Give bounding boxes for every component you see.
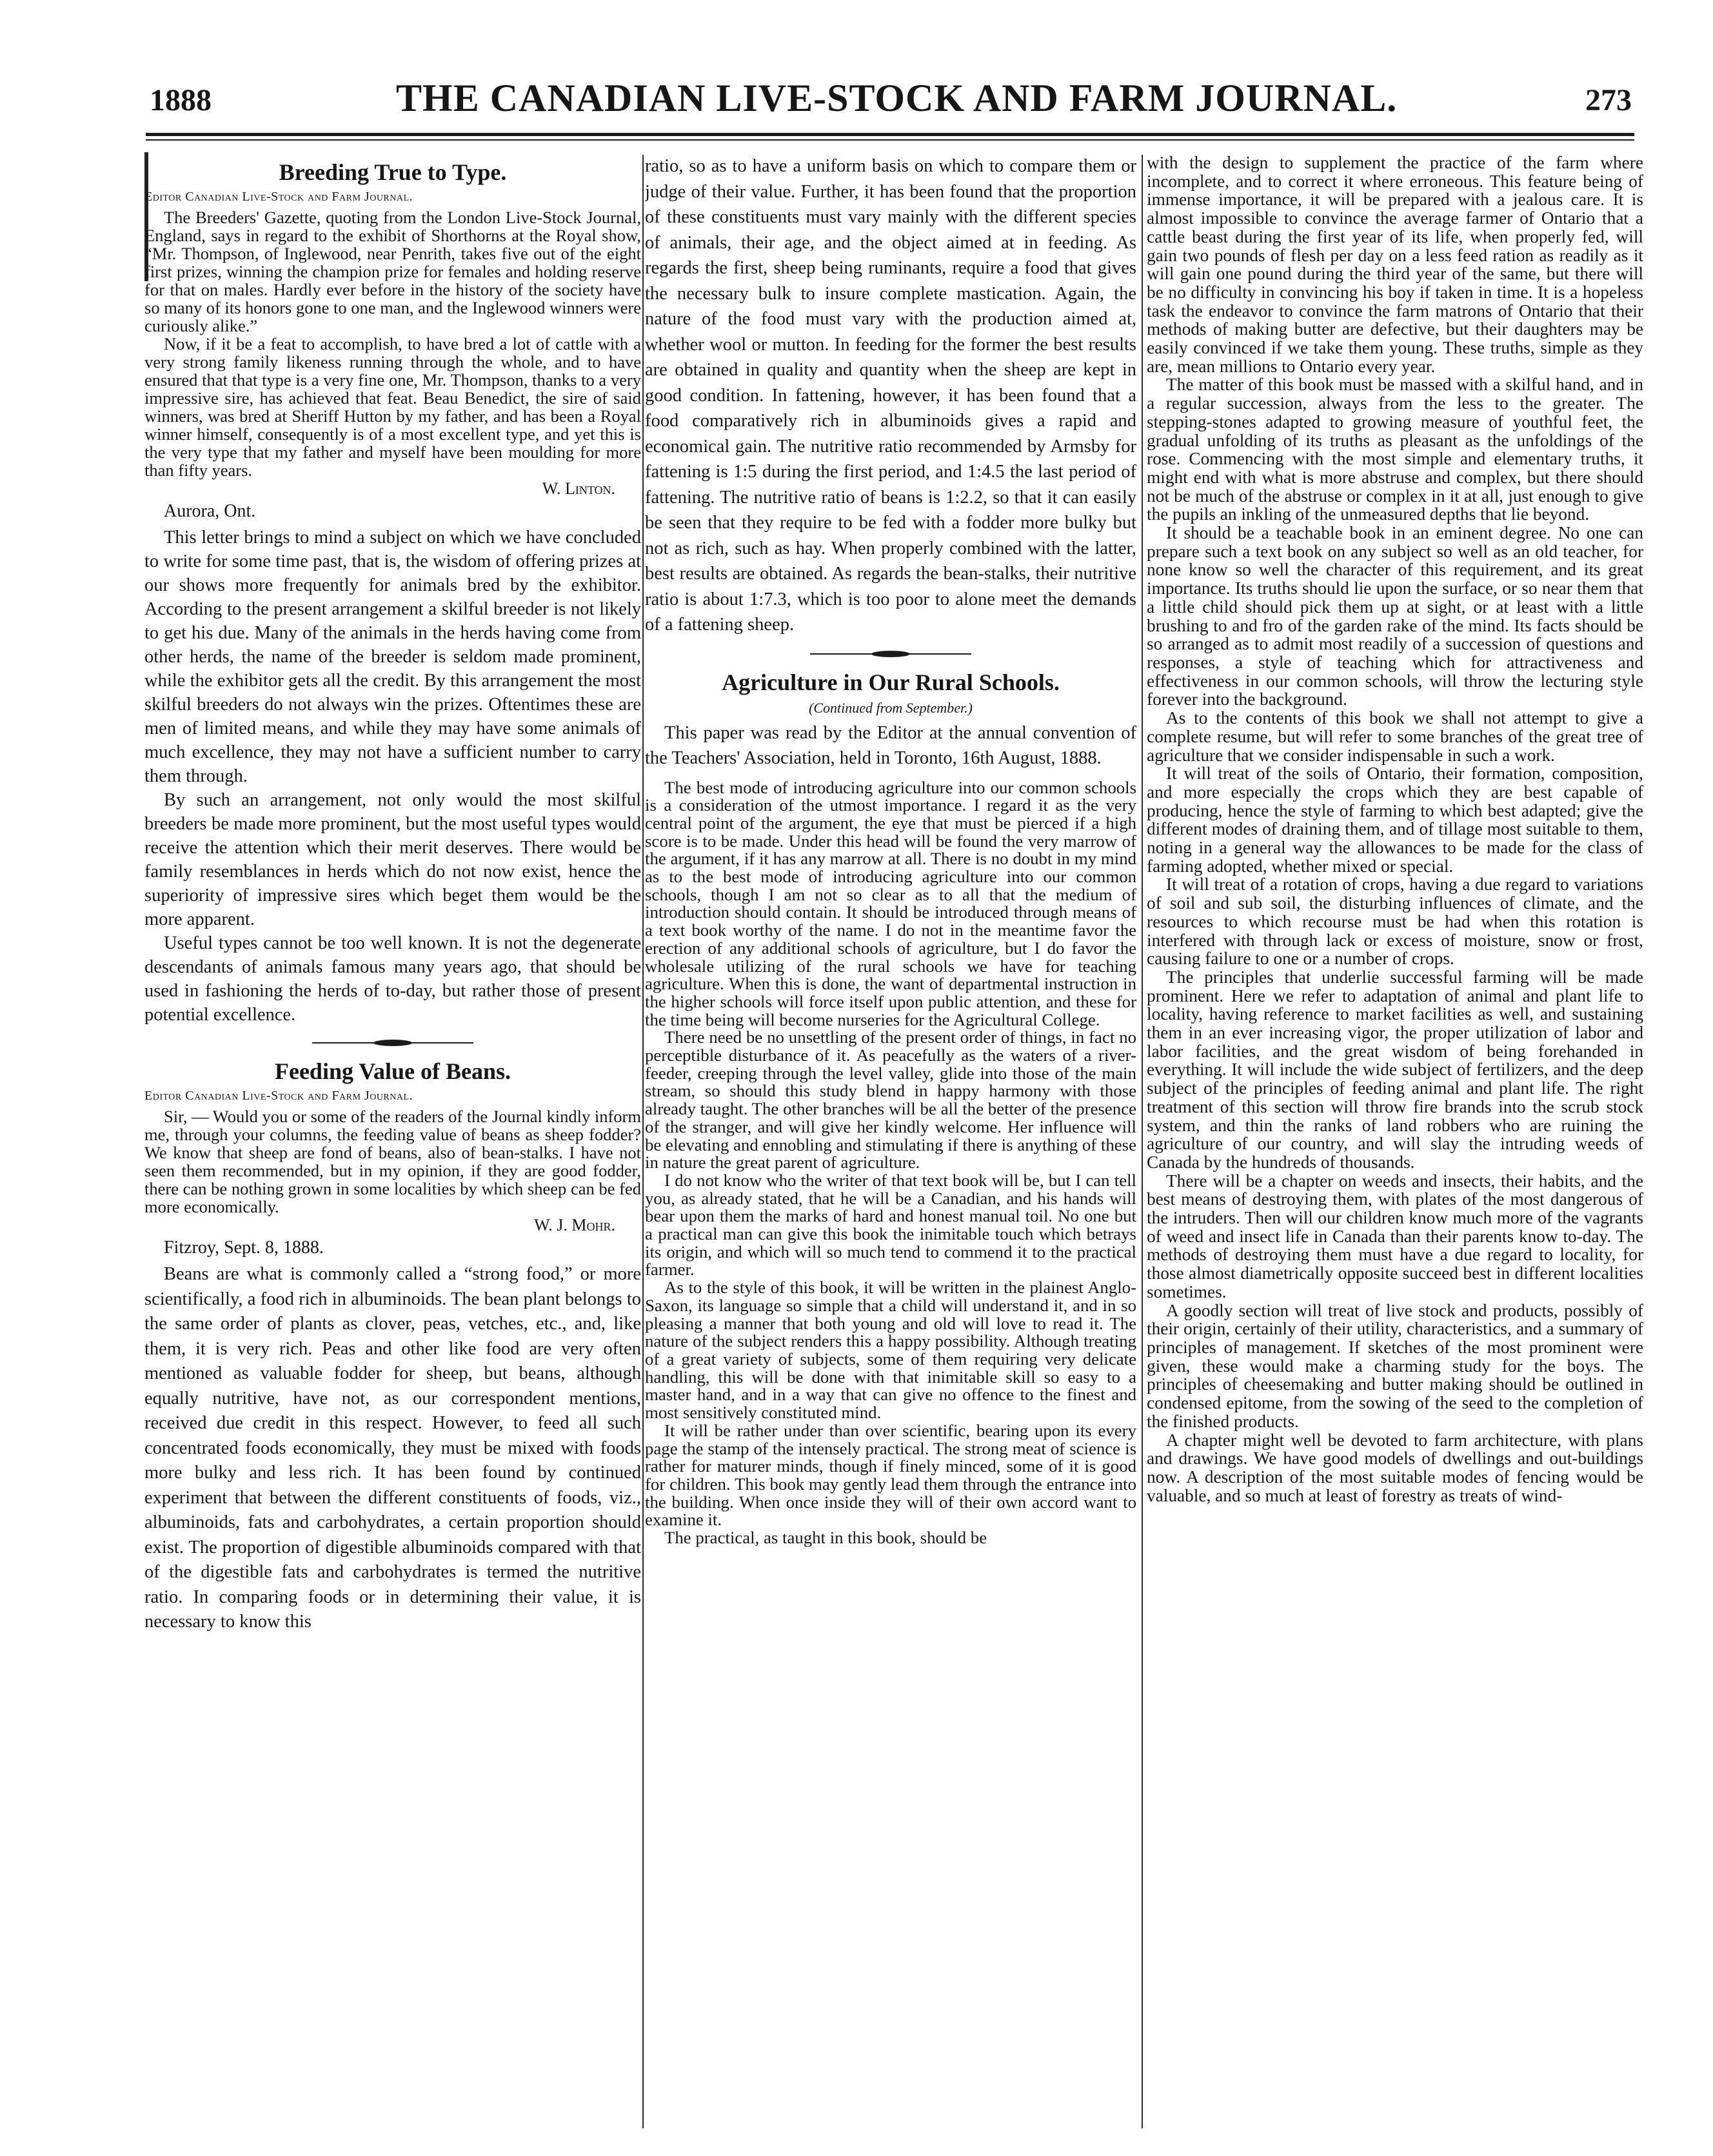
paragraph: The Breeders' Gazette, quoting from the London Live-Stock Journal, England, says in regard to the exhibit of Shorthorns at the Royal show, “Mr. Thompson, of Inglewood, near Penrith, takes five out of the eight first prizes, winning the champion prize for females and holding reserve for that on males. Hardly ever before in the history of the society have so many of its honors gone to one man, and the Inglewood winners were curiously alike.” <box>144 208 641 335</box>
intro-paragraph: This paper was read by the Editor at the annual convention of the Teachers' Association, held in Toronto, 16th August, 1888. <box>645 722 1136 768</box>
editor-line: Editor Canadian Live-Stock and Farm Journal. <box>144 190 413 204</box>
column-divider <box>642 155 644 2128</box>
article-title: Feeding Value of Beans. <box>274 1058 511 1084</box>
paragraph: There will be a chapter on weeds and insects, their habits, and the best means of destroying them, with plates of the most dangerous of the intruders. Then will our children know much more of the vagrants of weed and insect life in Canada than their parents know to-day. The methods of destroying them must have a due regard to locality, for those almost diametrically opposite succeed best in different localities sometimes. <box>1147 1171 1643 1301</box>
section-divider <box>312 1038 473 1047</box>
paragraph: Useful types cannot be too well known. It is not the degenerate descendants of animals famous many years ago, that should be used in fashioning the herds of to-day, but rather those of present potential excellence. <box>144 933 641 1025</box>
column-2 <box>645 153 1136 2133</box>
paragraph: As to the style of this book, it will be written in the plainest Anglo-Saxon, its language so simple that a child will understand it, and in so pleasing a manner that both young and old will love to read it. The nature of the subject renders this a happy possibility. Although treating of a great variety of subjects, some of them requiring very delicate handling, this will be done with that inimitable skill so easy to a master hand, and in a way that can give no offence to the finest and most sensitively constituted mind. <box>645 1278 1136 1423</box>
paragraph: The matter of this book must be massed with a skilful hand, and in a regular succession, always from the less to the greater. The stepping-stones adapted to growing measure of youthful feet, the gradual unfolding of its truths as pleasant as the unfoldings of the rose. Commencing with the most simple and elementary truths, it might end with what is more abstruse and complex, but there should not be much of the abstruse or complex in it at all, just enough to give the pupils an inkling of the unmeasured depths that lie beyond. <box>1147 375 1643 524</box>
section-divider <box>810 649 971 658</box>
issue-year: 1888 <box>150 83 212 117</box>
signature: W. J. Mohr. <box>534 1216 615 1234</box>
journal-title: THE CANADIAN LIVE-STOCK AND FARM JOURNAL. <box>396 77 1398 119</box>
paragraph: with the design to supplement the practice of the farm where incomplete, and to correct it where erroneous. This feature being of immense importance, it will be prepared with a jealous care. It is almost impossible to convince the average farmer of Ontario that a cattle beast during the first year of its life, when properly fed, will gain two pounds of flesh per day on a less feed ration as readily as it will gain one pound during the third year of the same, but there will be no difficulty in convincing his boy if taken in time. It is a hopeless task the endeavor to convince the farm matrons of Ontario that their methods of making butter are defective, but their daughters may be easily convinced if we take them young. These truths, simple as they are, mean millions to Ontario every year. <box>1147 153 1643 376</box>
paragraph: The practical, as taught in this book, should be <box>664 1528 987 1548</box>
article-subtitle: (Continued from September.) <box>809 699 973 716</box>
paragraph: It should be a teachable book in an eminent degree. No one can prepare such a text book on any subject so well as an old teacher, for none know so well the character of this requirement, and its great importance. Its truths should lie upon the surface, or so near them that a little child should pick them up at sight, or at least with a little brushing to and fro of the garden rake of the mind. Its facts should be so arranged as to admit most readily of a succession of questions and responses, a style of teaching which for attractiveness and effectiveness in our common schools, will throw the lecturing style forever into the background. <box>1147 523 1643 709</box>
column-divider <box>1142 155 1143 2128</box>
paragraph: A chapter might well be devoted to farm architecture, with plans and drawings. We have good models of dwellings and out-buildings now. A description of the most suitable modes of fencing would be valuable, and so much at least of forestry as treats of wind- <box>1147 1430 1643 1505</box>
paragraph: It will treat of the soils of Ontario, their formation, composition, and more especially the crops which they are best capable of producing, hence the style of farming to which best adapted; give the different modes of draining them, and of tillage most suitable to them, noting in a general way the allowances to be made for the class of farming adopted, whether mixed or special. <box>1147 764 1643 876</box>
signature: W. Linton. <box>542 479 615 498</box>
paragraph: The principles that underlie successful farming will be made prominent. Here we refer to adaptation of animal and plant life to locality, having reference to market facilities as well, and sustaining them in an ever increasing vigor, the proper utilization of labor and labor facilities, and the great wisdom of being forehanded in everything. It will include the wide subject of fertilizers, and the deep subject of the principles of feeding animal and plant life. The right treatment of this section will throw fire brands into the scrub stock system, and thin the ranks of land robbers who are ruining the agriculture of our country, and will slay the intruding weeds of Canada by the hundreds of thousands. <box>1147 967 1643 1172</box>
paragraph: ratio, so as to have a uniform basis on which to compare them or judge of their value. Further, it has been found that the proportion of these constituents must vary mainly with the different species of animals, their age, and the object aimed at in feeding. As regards the first, sheep being ruminants, require a food that gives the necessary bulk to insure complete mastication. Again, the nature of the food must vary with the production aimed at, whether wool or mutton. In feeding for the former the best results are obtained in quality and quantity when the sheep are kept in good condition. In fattening, however, it has been found that a food comparatively rich in albuminoids gives a rapid and economical gain. The nutritive ratio recommended by Armsby for fattening is 1:5 during the first period, and 1:4.5 the last period of fattening. The nutritive ratio of beans is 1:2.2, so that it can easily be seen that they require to be fed with a fodder more bulky but not as rich, such as hay. When properly combined with the latter, best results are obtained. As regards the bean-stalks, their nutritive ratio is about 1:7.3, which is too poor to alone meet the demands of a fattening sheep. <box>645 156 1136 635</box>
article-feeding-value-of-beans <box>144 1058 641 1635</box>
paragraph: It will be rather under than over scientific, bearing upon its every page the stamp of the intensely practical. The strong meat of science is rather for maturer minds, though if finely minced, some of it is good for children. This book may gently lead them through the entrance into the building. When once inside they will of their own accord want to examine it. <box>645 1420 1136 1530</box>
paragraph: There need be no unsettling of the present order of things, in fact no perceptible disturbance of it. As peacefully as the waters of a river-feeder, creeping through the level valley, glide into those of the main stream, so should this study blend in happy harmony with those already taught. The other branches will be all the better of the presence of the stranger, and will give her kindly welcome. Her influence will be elevating and ennobling and stimulating if there is anything of these in nature the great parent of agriculture. <box>645 1027 1136 1172</box>
paragraph: The best mode of introducing agriculture into our common schools is a consideration of the utmost importance. I regard it as the very central point of the argument, the eye that must be pierced if a high score is to be made. Under this head will be found the very marrow of the argument, if it has any marrow at all. There is no doubt in my mind as to the best mode of introducing agriculture into our common schools, though I am not so clear as to all that the medium of introduction should contain. It should be introduced through means of a text book worthy of the name. I do not in the meantime favor the erection of any additional schools of agriculture, but I do favor the wholesale utilizing of the rural schools we have for teaching agriculture. When this is done, the want of departmental instruction in the higher schools will force itself upon public attention, and these for the time being will become nurseries for the Agricultural College. <box>645 777 1136 1029</box>
article-title: Breeding True to Type. <box>279 159 507 185</box>
paragraph: A goodly section will treat of live stock and products, possibly of their origin, certainly of their utility, characteristics, and a summary of principles of management. If sketches of the most prominent were given, these would make a charming study for the boys. The principles of cheesemaking and butter making should be outlined in condensed epitome, from the sowing of the seed to the completion of the finished products. <box>1147 1300 1643 1431</box>
column-1 <box>144 153 641 2133</box>
dateline: Fitzroy, Sept. 8, 1888. <box>164 1238 324 1258</box>
masthead-rule-thin <box>146 139 1634 141</box>
paragraph: I do not know who the writer of that text book will be, but I can tell you, as already stated, that he will be a Canadian, and his hands will bear upon them the marks of hard and honest manual toil. No one but a practical man can give this book the inimitable touch which betrays its origin, and which will so much tend to commend it to the practical farmer. <box>645 1170 1136 1280</box>
paragraph: This letter brings to mind a subject on which we have concluded to write for some time past, that is, the wisdom of offering prizes at our shows more frequently for animals bred by the exhibitor. According to the present arrangement a skilful breeder is not likely to get his due. Many of the animals in the herds having come from other herds, the name of the breeder is seldom made prominent, while the exhibitor gets all the credit. By this arrangement the most skilful breeders do not always win the prizes. Oftentimes these are men of limited means, and while they may have some animals of much excellence, they may not have a sufficient number to carry them through. <box>144 528 641 786</box>
masthead-rule <box>146 133 1634 136</box>
page-number: 273 <box>1585 83 1632 117</box>
paragraph: Beans are what is commonly called a “strong food,” or more scientifically, a food rich in albuminoids. The bean plant belongs to the same order of plants as clover, peas, vetches, etc., and, like them, it is very rich. Peas and other like food are very often mentioned as valuable fodder for sheep, but beans, although equally nutritive, have not, as our correspondent mentions, received due credit in this respect. However, to feed all such concentrated foods economically, they must be mixed with foods more bulky and less rich. It has been found by continued experiment that between the different constituents of foods, viz., albuminoids, fats and carbohydrates, a certain proportion should exist. The proportion of digestible albuminoids compared with that of the digestible fats and carbohydrates is termed the nutritive ratio. In comparing foods or in determining their value, it is necessary to know this <box>144 1264 641 1632</box>
masthead <box>144 76 1641 128</box>
paragraph: Now, if it be a feat to accomplish, to have bred a lot of cattle with a very strong family likeness running through the whole, and to have ensured that that type is a very fine one, Mr. Thompson, thanks to a very impressive sire, has achieved that feat. Beau Benedict, the sire of said winners, was bred at Sheriff Hutton by my father, and has been a Royal winner himself, consequently is of a most excellent type, and yet this is the very type that my father and myself have been moulding for more than fifty years. <box>144 334 641 480</box>
article-title: Agriculture in Our Rural Schools. <box>722 669 1060 695</box>
column-3 <box>1147 153 1643 2133</box>
paragraph: As to the contents of this book we shall not attempt to give a complete resume, but will refer to some branches of the great tree of agriculture that we consider indispensable in such a work. <box>1147 708 1643 765</box>
dateline: Aurora, Ont. <box>164 501 256 521</box>
paragraph: By such an arrangement, not only would the most skilful breeders be made more prominent, but the most useful types would receive the attention which their merit deserves. There would be family resemblances in herds which do not now exist, hence the superiority of impressive sires which beget them would be the more apparent. <box>144 790 641 929</box>
editor-line: Editor Canadian Live-Stock and Farm Journal. <box>144 1089 413 1103</box>
article-agriculture-in-rural-schools <box>645 669 1136 1547</box>
article-breeding-true-to-type <box>144 159 641 1027</box>
paragraph: It will treat of a rotation of crops, having a due regard to variations of soil and sub soil, the disturbing influences of climate, and the resources to which recourse must be had when this rotation is interfered with through lack or excess of moisture, snow or frost, causing failure to one or a number of crops. <box>1147 875 1643 969</box>
paragraph: Sir, — Would you or some of the readers of the Journal kindly inform me, through your columns, the feeding value of beans as sheep fodder? We know that sheep are fond of beans, also of bean-stalks. I have not seen them recommended, but in my opinion, if they are good fodder, there can be nothing grown in some localities by which sheep can be fed more economically. <box>144 1107 641 1216</box>
